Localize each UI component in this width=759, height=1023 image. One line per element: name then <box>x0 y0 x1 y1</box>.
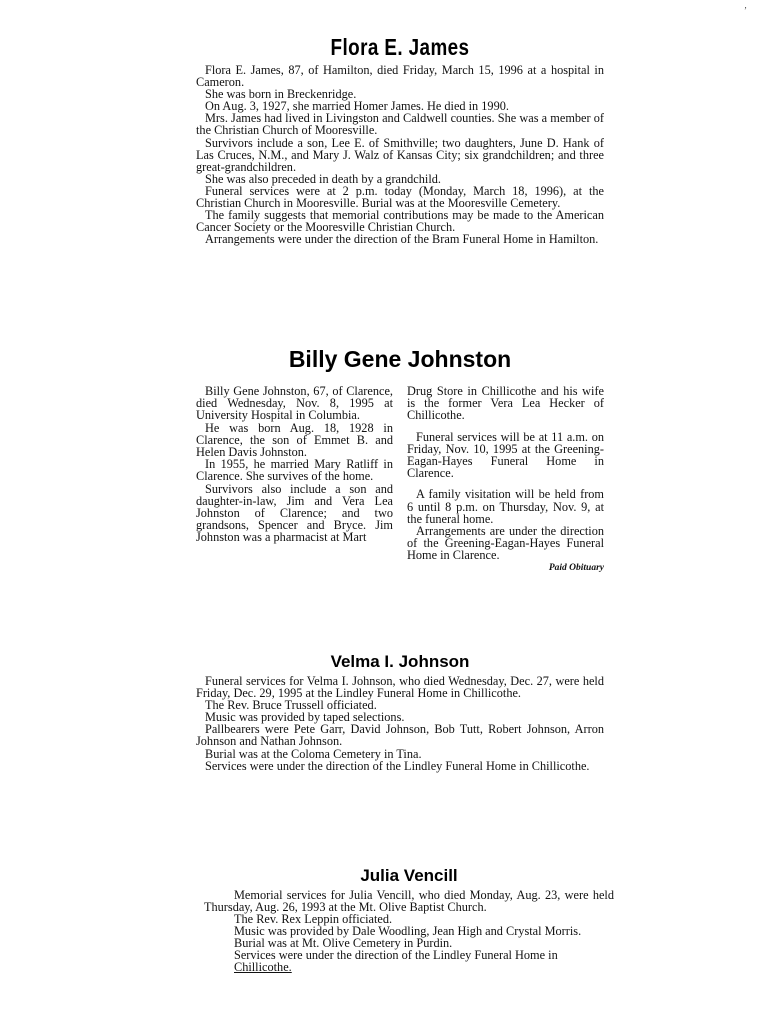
obituary-paragraph: On Aug. 3, 1927, she married Homer James. He died in 1990. <box>205 99 509 114</box>
obituary-paragraph: Billy Gene Johnston, 67, of Clarence, died Wednesday, Nov. 8, 1995 at University Hospital in Columbia. <box>196 384 393 423</box>
obituary-paragraph: Memorial services for Julia Vencill, who died Monday, Aug. 23, were held Thursday, Aug. 26, 1993 at the Mt. Olive Baptist Church. <box>204 888 614 914</box>
obituary-paragraph: Burial was at Mt. Olive Cemetery in Purdin. <box>234 936 453 950</box>
obituary-paragraph: Arrangements were under the direction of the Bram Funeral Home in Hamilton. <box>205 232 599 247</box>
obituary-paragraph: Mrs. James had lived in Livingston and Caldwell counties. She was a member of the Christian Church of Mooresville. <box>196 111 604 138</box>
obituary-paragraph: Funeral services were at 2 p.m. today (Monday, March 18, 1996), at the Christian Church in Mooresville. Burial was at the Mooresville Cemetery. <box>196 183 604 211</box>
obituary-paragraph: She was also preceded in death by a grandchild. <box>205 171 441 186</box>
obituary-paragraph: Music was provided by taped selections. <box>205 710 405 725</box>
scan-mark: ‚ <box>744 0 747 10</box>
obituary-paragraph: A family visitation will be held from 6 until 8 p.m. on Thursday, Nov. 9, at the funeral home. <box>407 487 604 526</box>
obituary-paragraph: He was born Aug. 18, 1928 in Clarence, the son of Emmet B. and Helen Davis Johnston. <box>196 420 393 460</box>
column-right <box>407 385 604 573</box>
obituary-title: Julia Vencill <box>360 866 458 885</box>
obituary-paragraph: The Rev. Bruce Trussell officiated. <box>205 698 377 713</box>
obituary-flora-james <box>196 34 604 245</box>
obituary-paragraph: In 1955, he married Mary Ratliff in Clarence. She survives of the home. <box>196 457 393 484</box>
obituary-paragraph: Services were under the direction of the Lindley Funeral Home in <box>234 948 558 962</box>
paid-obituary-label: Paid Obituary <box>548 562 604 573</box>
obituary-paragraph: Funeral services will be at 11 a.m. on Friday, Nov. 10, 1995 at the Greening-Eagan-Hayes Funeral Home in Clarence. <box>407 429 604 481</box>
obituary-paragraph: Survivors also include a son and daughter-in-law, Jim and Vera Lea Johnston of Clarence; and two grandsons, Spencer and Bryce. Jim Johnston was a pharmacist at Mart <box>196 481 393 545</box>
obituary-paragraph: Flora E. James, 87, of Hamilton, died Friday, March 15, 1996 at a hospital in Cameron. <box>196 63 604 90</box>
obituary-paragraph: Drug Store in Chillicothe and his wife is the former Vera Lea Hecker of Chillicothe. <box>407 384 604 423</box>
obituary-paragraph-end <box>204 961 614 973</box>
obituary-paragraph: The family suggests that memorial contributions may be made to the American Cancer Society or the Mooresville Christian Church. <box>196 208 604 235</box>
obituary-paragraph: Pallbearers were Pete Garr, David Johnson, Bob Tutt, Robert Johnson, Arron Johnson and Nathan Johnson. <box>196 722 604 749</box>
obituary-title: Billy Gene Johnston <box>288 346 512 372</box>
obituary-paragraph: Music was provided by Dale Woodling, Jean High and Crystal Morris. <box>234 924 582 938</box>
obituary-paragraph: The Rev. Rex Leppin officiated. <box>234 912 393 926</box>
last-word: Chillicothe. <box>234 960 292 974</box>
obituary-billy-johnston <box>196 346 604 573</box>
obituary-paragraph: She was born in Breckenridge. <box>205 87 357 102</box>
obituary-paragraph: Burial was at the Coloma Cemetery in Tina. <box>205 746 422 761</box>
obituary-paragraph: Arrangements are under the direction of the Greening-Eagan-Hayes Funeral Home in Clarence. <box>407 524 604 563</box>
obituary-julia-vencill <box>204 866 614 973</box>
obituary-velma-johnson <box>196 652 604 772</box>
obituary-title: Flora E. James <box>330 34 470 60</box>
obituary-paragraph: Services were under the direction of the Lindley Funeral Home in Chillicothe. <box>205 758 590 773</box>
column-left <box>196 385 393 573</box>
obituary-paragraph: Survivors include a son, Lee E. of Smithville; two daughters, June D. Hank of Las Cruces, N.M., and Mary J. Walz of Kansas City; six grandchildren; and three great-grandchildren. <box>196 135 604 174</box>
obituary-title: Velma I. Johnson <box>330 652 470 671</box>
obituary-paragraph: Funeral services for Velma I. Johnson, who died Wednesday, Dec. 27, were held Friday, Dec. 29, 1995 at the Lindley Funeral Home in Chillicothe. <box>196 674 604 701</box>
